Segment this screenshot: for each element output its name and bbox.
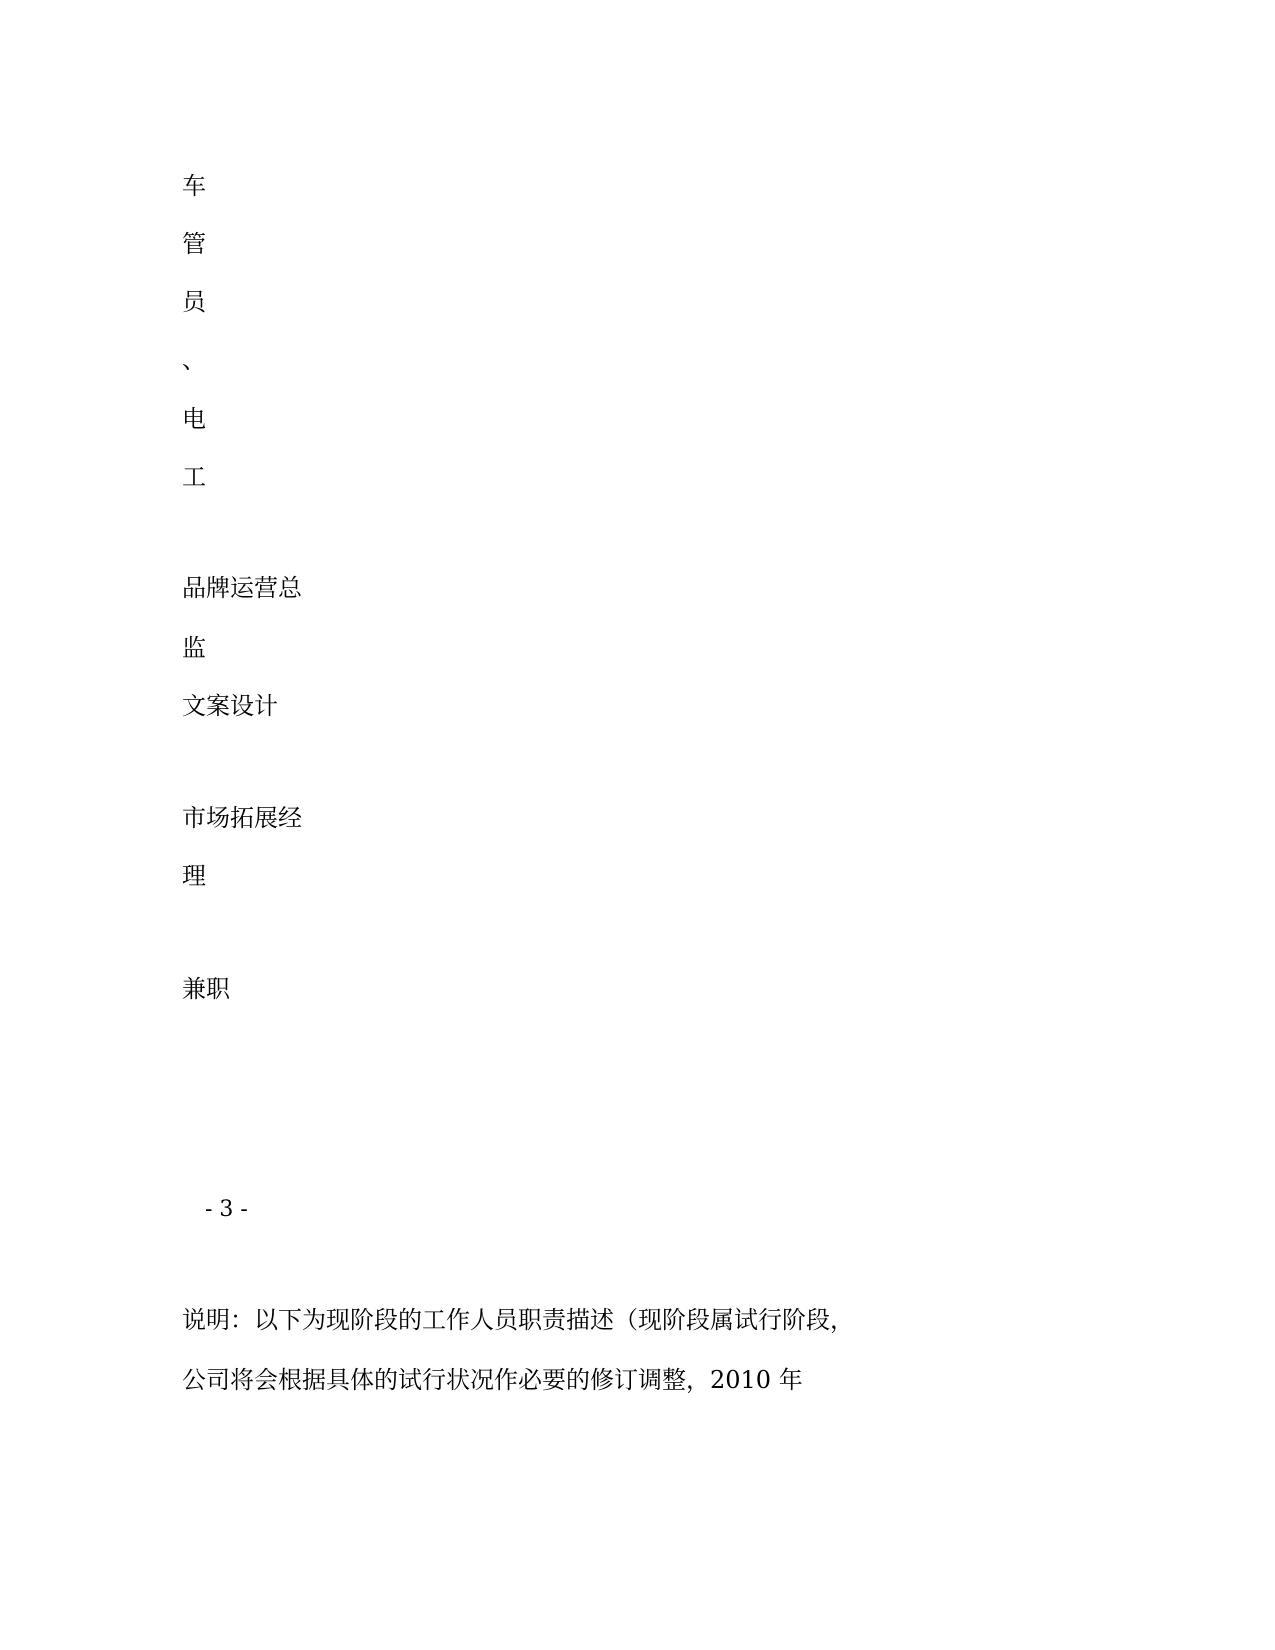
position-text-line: 车: [182, 172, 206, 200]
note-text-line: 公司将会根据具体的试行状况作必要的修订调整，2010 年: [182, 1366, 803, 1394]
position-text-line: 员: [182, 288, 206, 316]
position-text-line: 管: [182, 230, 206, 258]
position-text-line: 工: [182, 463, 206, 491]
position-text-line: 文案设计: [182, 692, 278, 720]
position-text-line: 、: [182, 346, 206, 374]
position-text-line: 监: [182, 634, 206, 662]
position-text-line: 市场拓展经: [182, 804, 302, 832]
note-text-line: 说明：以下为现阶段的工作人员职责描述（现阶段属试行阶段，: [182, 1306, 854, 1334]
position-text-line: 理: [182, 862, 206, 890]
page-number: - 3 -: [205, 1197, 248, 1222]
position-text-line: 兼职: [182, 975, 230, 1003]
position-text-line: 品牌运营总: [182, 574, 302, 602]
position-text-line: 电: [182, 405, 206, 433]
